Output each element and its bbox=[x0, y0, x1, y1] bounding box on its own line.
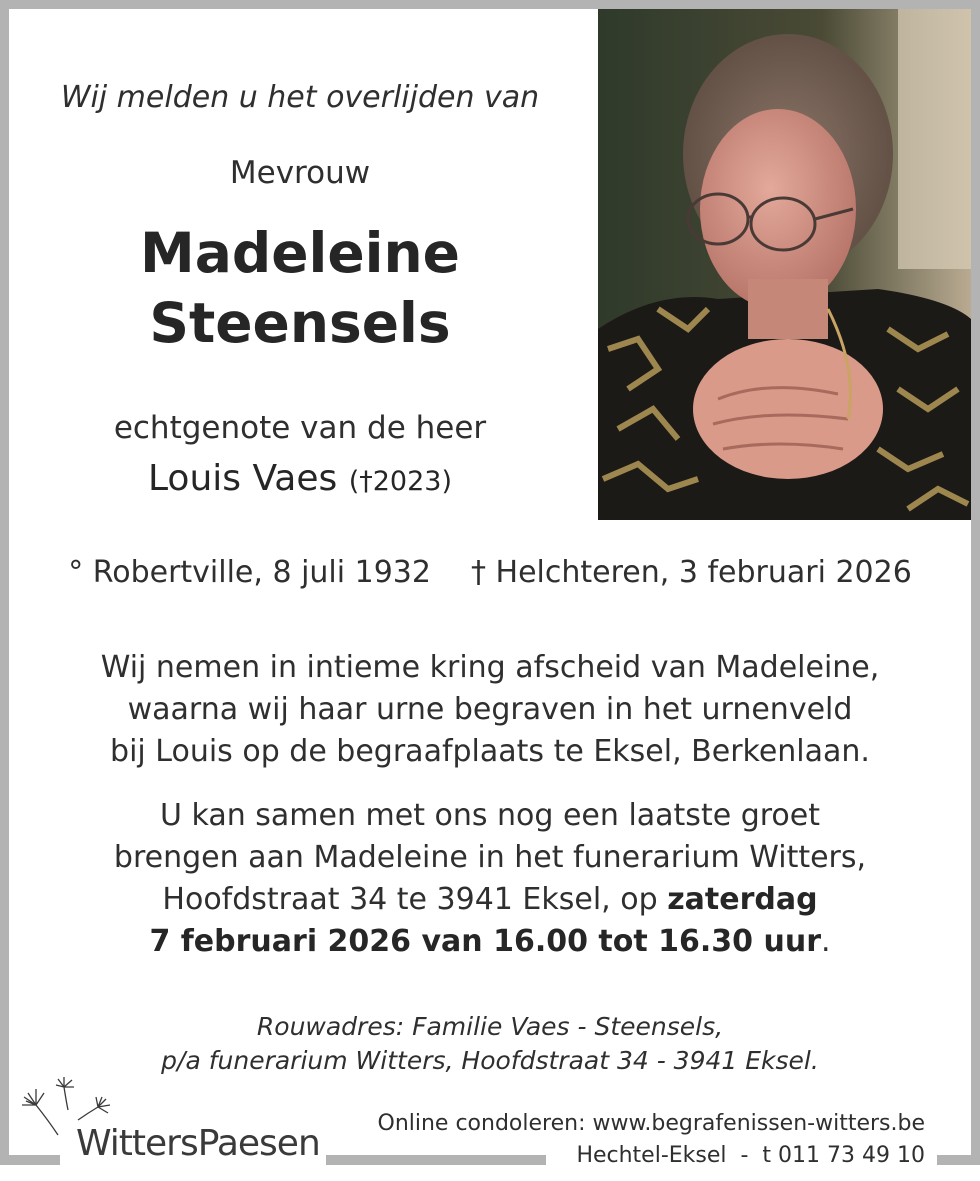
visitation-address: Hoofdstraat 34 te 3941 Eksel, op bbox=[162, 882, 668, 917]
visitation-paragraph bbox=[40, 795, 940, 963]
visitation-datetime: 7 februari 2026 van 16.00 tot 16.30 uur bbox=[149, 924, 822, 959]
contact-info bbox=[378, 1108, 926, 1172]
paragraph-line: waarna wij haar urne begraven in het urnenveld bbox=[127, 692, 853, 727]
paragraph-line bbox=[40, 879, 940, 921]
address-line: p/a funerarium Witters, Hoofdstraat 34 - 3941 Eksel. bbox=[161, 1046, 819, 1075]
title-mevrouw: Mevrouw bbox=[229, 155, 371, 191]
paragraph-line: Wij nemen in intieme kring afscheid van Madeleine, bbox=[100, 650, 880, 685]
intro-text: Wij melden u het overlijden van bbox=[60, 80, 540, 115]
birth-death-dates bbox=[20, 555, 960, 590]
paragraph-line: bij Louis op de begraafplaats te Eksel, Berkenlaan. bbox=[110, 734, 870, 769]
visitation-period: . bbox=[821, 924, 831, 959]
frame-border-top bbox=[0, 0, 980, 9]
death-date: † Helchteren, 3 februari 2026 bbox=[471, 555, 912, 590]
deceased-name bbox=[30, 218, 570, 358]
frame-border-bottom-right bbox=[937, 1155, 980, 1165]
phone-line: Hechtel-Eksel - t 011 73 49 10 bbox=[576, 1143, 925, 1168]
spouse bbox=[30, 458, 570, 499]
paragraph-line bbox=[40, 921, 940, 963]
portrait-photo bbox=[598, 9, 971, 520]
spouse-relation: echtgenote van de heer bbox=[113, 410, 487, 446]
spouse-name: Louis Vaes bbox=[148, 458, 338, 499]
deceased-first-name: Madeleine bbox=[140, 221, 460, 285]
visitation-day: zaterdag bbox=[667, 882, 818, 917]
paragraph-line: brengen aan Madeleine in het funerarium Witters, bbox=[113, 840, 867, 875]
witters-paesen-logo bbox=[18, 1075, 318, 1170]
frame-border-left bbox=[0, 0, 9, 1165]
address-line: Rouwadres: Familie Vaes - Steensels, bbox=[256, 1012, 724, 1041]
spouse-death-year: (†2023) bbox=[348, 466, 452, 497]
logo-text: WittersPaesen bbox=[76, 1123, 320, 1164]
ceremony-paragraph bbox=[40, 647, 940, 773]
deceased-last-name: Steensels bbox=[149, 291, 451, 355]
birth-date: ° Robertville, 8 juli 1932 bbox=[68, 555, 431, 590]
frame-border-right bbox=[971, 0, 980, 1165]
paragraph-line: U kan samen met ons nog een laatste groet bbox=[160, 798, 820, 833]
online-condolences[interactable]: Online condoleren: www.begrafenissen-witters.be bbox=[377, 1111, 925, 1136]
mourning-address bbox=[40, 1010, 940, 1078]
